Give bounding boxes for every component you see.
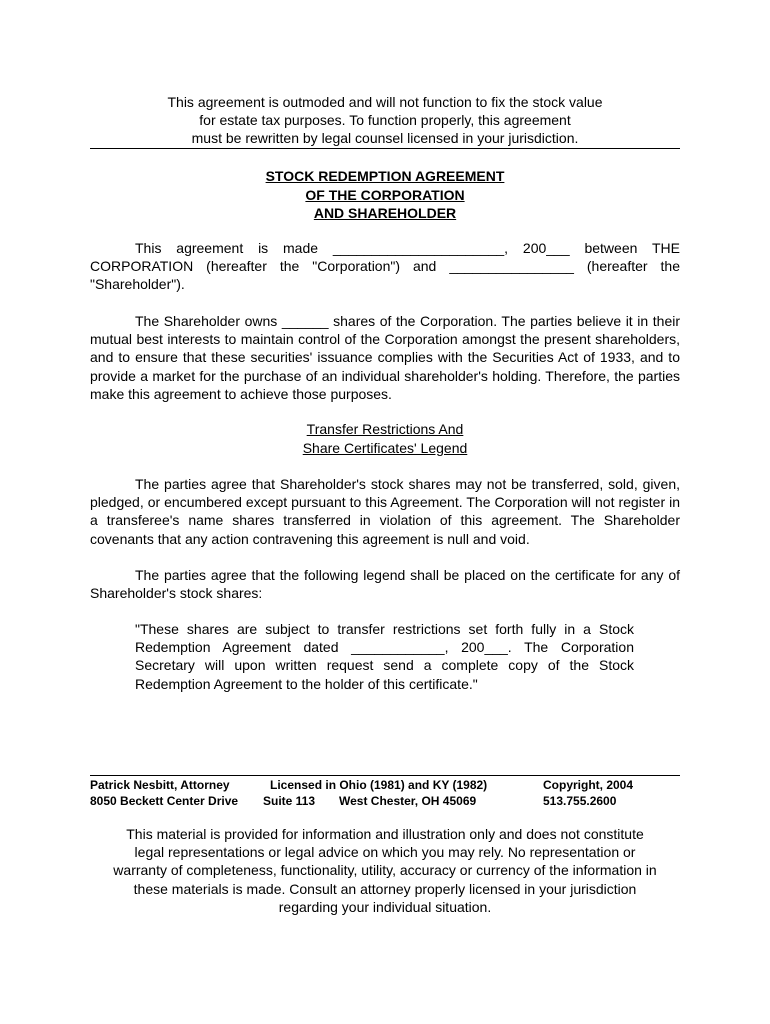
title-line: STOCK REDEMPTION AGREEMENT bbox=[265, 168, 505, 184]
certificate-legend-quote: "These shares are subject to transfer restrictions set forth fully in a Stock Redemption Agreement dated ____________, 200___. The Corporation Secretary will upon written request send a complete copy of the Stock Redemption Agreement to the holder of this certificate." bbox=[135, 621, 634, 692]
city-state-zip: West Chester, OH 45069 bbox=[339, 794, 477, 808]
section-heading bbox=[90, 420, 680, 457]
suite: Suite 113 bbox=[263, 794, 316, 808]
parties-paragraph: This agreement is made ______________________, 200___ between THE CORPORATION (hereafter the "Corporation") and ________________ (hereafter the "Shareholder"). bbox=[90, 240, 680, 293]
disclaimer-line: warranty of completeness, functionality, utility, accuracy or currency of the information in bbox=[113, 862, 657, 879]
footer-row bbox=[90, 793, 680, 809]
street-address: 8050 Beckett Center Drive bbox=[90, 794, 239, 808]
title-line: OF THE CORPORATION bbox=[305, 186, 465, 203]
section-heading-line: Transfer Restrictions And bbox=[306, 421, 464, 437]
document-title bbox=[90, 167, 680, 223]
notice-line: This agreement is outmoded and will not function to fix the stock value bbox=[167, 94, 603, 110]
section-heading-line: Share Certificates' Legend bbox=[302, 439, 468, 456]
phone-number: 513.755.2600 bbox=[543, 794, 617, 808]
legend-paragraph: The parties agree that the following legend shall be placed on the certificate for any of Shareholder's stock shares: bbox=[90, 567, 680, 602]
disclaimer-line: legal representations or legal advice on which you may rely. No representation or bbox=[134, 844, 636, 861]
footer-divider bbox=[90, 775, 680, 776]
disclaimer-line: This material is provided for information and illustration only and does not constitute bbox=[126, 826, 644, 842]
attorney-footer bbox=[90, 777, 680, 809]
disclaimer-line: these materials is made. Consult an attorney properly licensed in your jurisdiction bbox=[133, 880, 637, 897]
disclaimer-line: regarding your individual situation. bbox=[278, 898, 492, 915]
attorney-name: Patrick Nesbitt, Attorney bbox=[90, 778, 230, 792]
title-line: AND SHAREHOLDER bbox=[313, 205, 457, 221]
disclaimer bbox=[80, 825, 690, 916]
transfer-restrictions-paragraph: The parties agree that Shareholder's stock shares may not be transferred, sold, given, pledged, or encumbered except pursuant to this Agreement. The Corporation will not register in a transferee's name shares transferred in violation of this agreement. The Shareholder covenants that any action contravening this agreement is null and void. bbox=[90, 476, 680, 547]
notice-line: for estate tax purposes. To function properly, this agreement bbox=[199, 112, 571, 128]
purpose-paragraph: The Shareholder owns ______ shares of the Corporation. The parties believe it in their mutual best interests to maintain control of the Corporation amongst the present shareholders, and to ensure that these securities' issuance complies with the Securities Act of 1933, and to provide a market for the purchase of an individual shareholder's holding. Therefore, the parties make this agreement to achieve those purposes. bbox=[90, 313, 680, 402]
license-info: Licensed in Ohio (1981) and KY (1982) bbox=[270, 778, 488, 792]
outmoded-notice bbox=[90, 93, 680, 149]
notice-line: must be rewritten by legal counsel licensed in your jurisdiction. bbox=[191, 130, 579, 146]
copyright: Copyright, 2004 bbox=[543, 778, 634, 792]
footer-row bbox=[90, 777, 680, 793]
